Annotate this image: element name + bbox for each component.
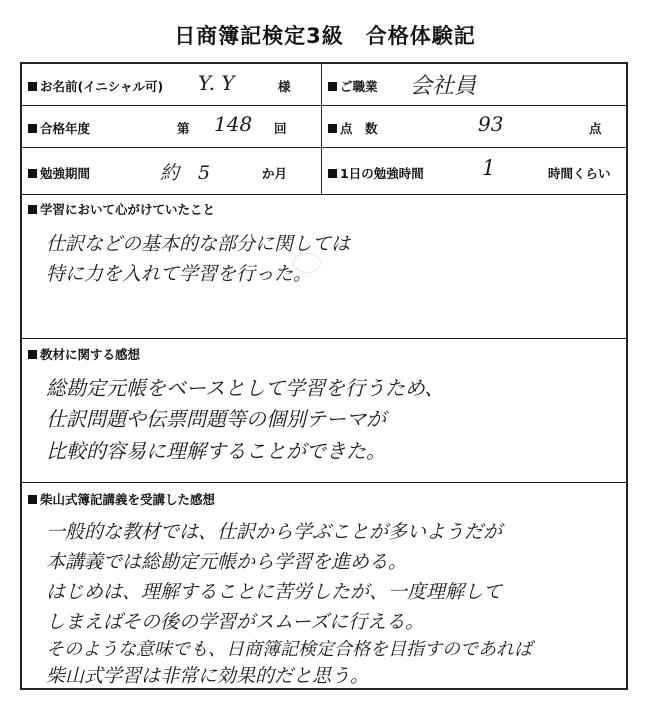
square-bullet-icon — [28, 350, 37, 359]
lecture-heading: 柴山式簿記講義を受講した感想 — [28, 490, 215, 508]
lecture-line: 柴山式学習は非常に効果的だと思う。 — [46, 665, 370, 687]
period-label: 勉強期間 — [28, 164, 90, 182]
name-value: Y. Y — [198, 71, 235, 95]
name-suffix: 様 — [278, 79, 291, 94]
exam-score-row — [22, 106, 626, 148]
name-job-row — [22, 64, 626, 106]
study-line: 特に力を入れて学習を行った。 — [46, 263, 313, 285]
year-value: 148 — [214, 112, 253, 136]
daily-suffix: 時間くらい — [548, 166, 611, 181]
column-divider — [321, 64, 322, 105]
square-bullet-icon — [28, 169, 37, 178]
score-suffix: 点 — [589, 121, 602, 136]
square-bullet-icon — [328, 82, 337, 91]
square-bullet-icon — [328, 169, 337, 178]
score-value: 93 — [478, 112, 504, 136]
lecture-section — [22, 483, 626, 688]
materials-heading: 教材に関する感想 — [28, 345, 140, 363]
materials-line: 仕訳問題や伝票問題等の個別テーマが — [46, 407, 386, 431]
lecture-line: 一般的な教材では、仕訳から学ぶことが多いようだが — [46, 521, 503, 543]
year-label: 合格年度 — [28, 119, 90, 137]
faint-stamp-mark — [293, 253, 321, 273]
study-section — [22, 195, 626, 339]
materials-line: 比較的容易に理解することができた。 — [46, 439, 386, 463]
study-heading: 学習において心がけていたこと — [28, 200, 215, 218]
job-value: 会社員 — [410, 74, 477, 99]
study-line: 仕訳などの基本的な部分に関しては — [46, 233, 351, 255]
daily-value: 1 — [482, 156, 496, 180]
lecture-line: しまえばその後の学習がスムーズに行える。 — [46, 611, 425, 633]
score-label: 点 数 — [328, 119, 378, 137]
lecture-line: はじめは、理解することに苦労したが、一度理解して — [46, 581, 503, 603]
period-suffix: か月 — [262, 166, 288, 181]
materials-line: 総勘定元帳をベースとして学習を行うため、 — [46, 376, 445, 400]
column-divider — [321, 148, 322, 194]
lecture-line: そのような意味でも、日商簿記検定合格を目指すのであれば — [46, 639, 532, 660]
square-bullet-icon — [328, 124, 337, 133]
job-label: ご職業 — [328, 77, 378, 95]
lecture-line: 本講義では総勘定元帳から学習を進める。 — [46, 551, 408, 573]
testimonial-form — [20, 62, 628, 690]
square-bullet-icon — [28, 82, 37, 91]
square-bullet-icon — [28, 495, 37, 504]
period-value: 約 5 — [160, 162, 211, 184]
square-bullet-icon — [28, 205, 37, 214]
period-daily-row — [22, 148, 626, 195]
year-prefix: 第 — [177, 121, 190, 136]
daily-label: 1日の勉強時間 — [328, 164, 424, 182]
column-divider — [321, 106, 322, 147]
square-bullet-icon — [28, 124, 37, 133]
year-suffix: 回 — [274, 121, 287, 136]
page-title: 日商簿記検定3級 合格体験記 — [174, 24, 476, 48]
materials-section — [22, 339, 626, 483]
name-label: お名前(イニシャル可) — [28, 77, 163, 95]
